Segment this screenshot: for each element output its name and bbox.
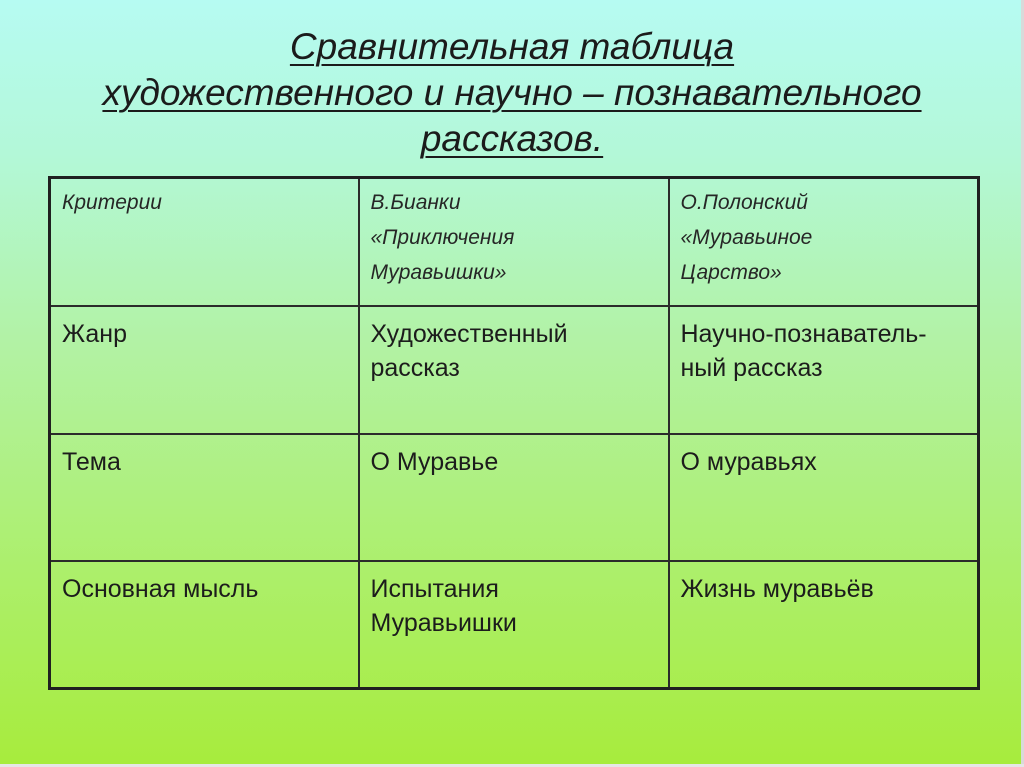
title-line-3: рассказов. (420, 118, 604, 159)
main-idea-criterion-cell (50, 561, 359, 689)
header-bianki-author: В.Бианки (370, 191, 461, 214)
genre-polonsky-cell (669, 306, 979, 434)
header-bianki-cell (359, 178, 669, 306)
title-line-1: Сравнительная таблица (289, 26, 735, 67)
genre-criterion: Жанр (62, 319, 127, 348)
table-row-theme (50, 434, 979, 561)
header-polonsky-cell (669, 178, 979, 306)
theme-criterion-cell (50, 434, 359, 561)
header-bianki-title-1: «Приключения (370, 226, 515, 249)
theme-criterion: Тема (62, 447, 121, 476)
table-header-row (50, 178, 979, 306)
main-idea-polonsky-line-1: Жизнь муравьёв (680, 574, 874, 603)
header-polonsky-title-1: «Муравьиное (680, 226, 813, 249)
genre-bianki-line-1: Художественный (370, 319, 568, 348)
table-row-main-idea (50, 561, 979, 689)
genre-criterion-cell (50, 306, 359, 434)
genre-polonsky-line-1: Научно-познаватель- (680, 319, 927, 348)
header-polonsky-title-2: Царство» (680, 261, 782, 284)
main-idea-bianki-cell (359, 561, 669, 689)
genre-polonsky-line-2: ный рассказ (680, 353, 823, 382)
theme-bianki-cell (359, 434, 669, 561)
main-idea-bianki-line-2: Муравьишки (370, 608, 517, 637)
theme-bianki-line-1: О Муравье (370, 447, 499, 476)
header-criteria-cell (50, 178, 359, 306)
main-idea-polonsky-cell (669, 561, 979, 689)
header-bianki-title-2: Муравьишки» (370, 261, 507, 284)
header-criteria-label: Критерии (62, 191, 162, 214)
genre-bianki-line-2: рассказ (370, 353, 460, 382)
genre-bianki-cell (359, 306, 669, 434)
comparison-table (48, 176, 980, 690)
main-idea-bianki-line-1: Испытания (370, 574, 499, 603)
table-row-genre (50, 306, 979, 434)
theme-polonsky-line-1: О муравьях (680, 447, 817, 476)
title-line-2: художественного и научно – познавательного (102, 72, 922, 113)
theme-polonsky-cell (669, 434, 979, 561)
main-idea-criterion: Основная мысль (62, 574, 259, 603)
slide-title (0, 24, 1024, 162)
header-polonsky-author: О.Полонский (680, 191, 808, 214)
